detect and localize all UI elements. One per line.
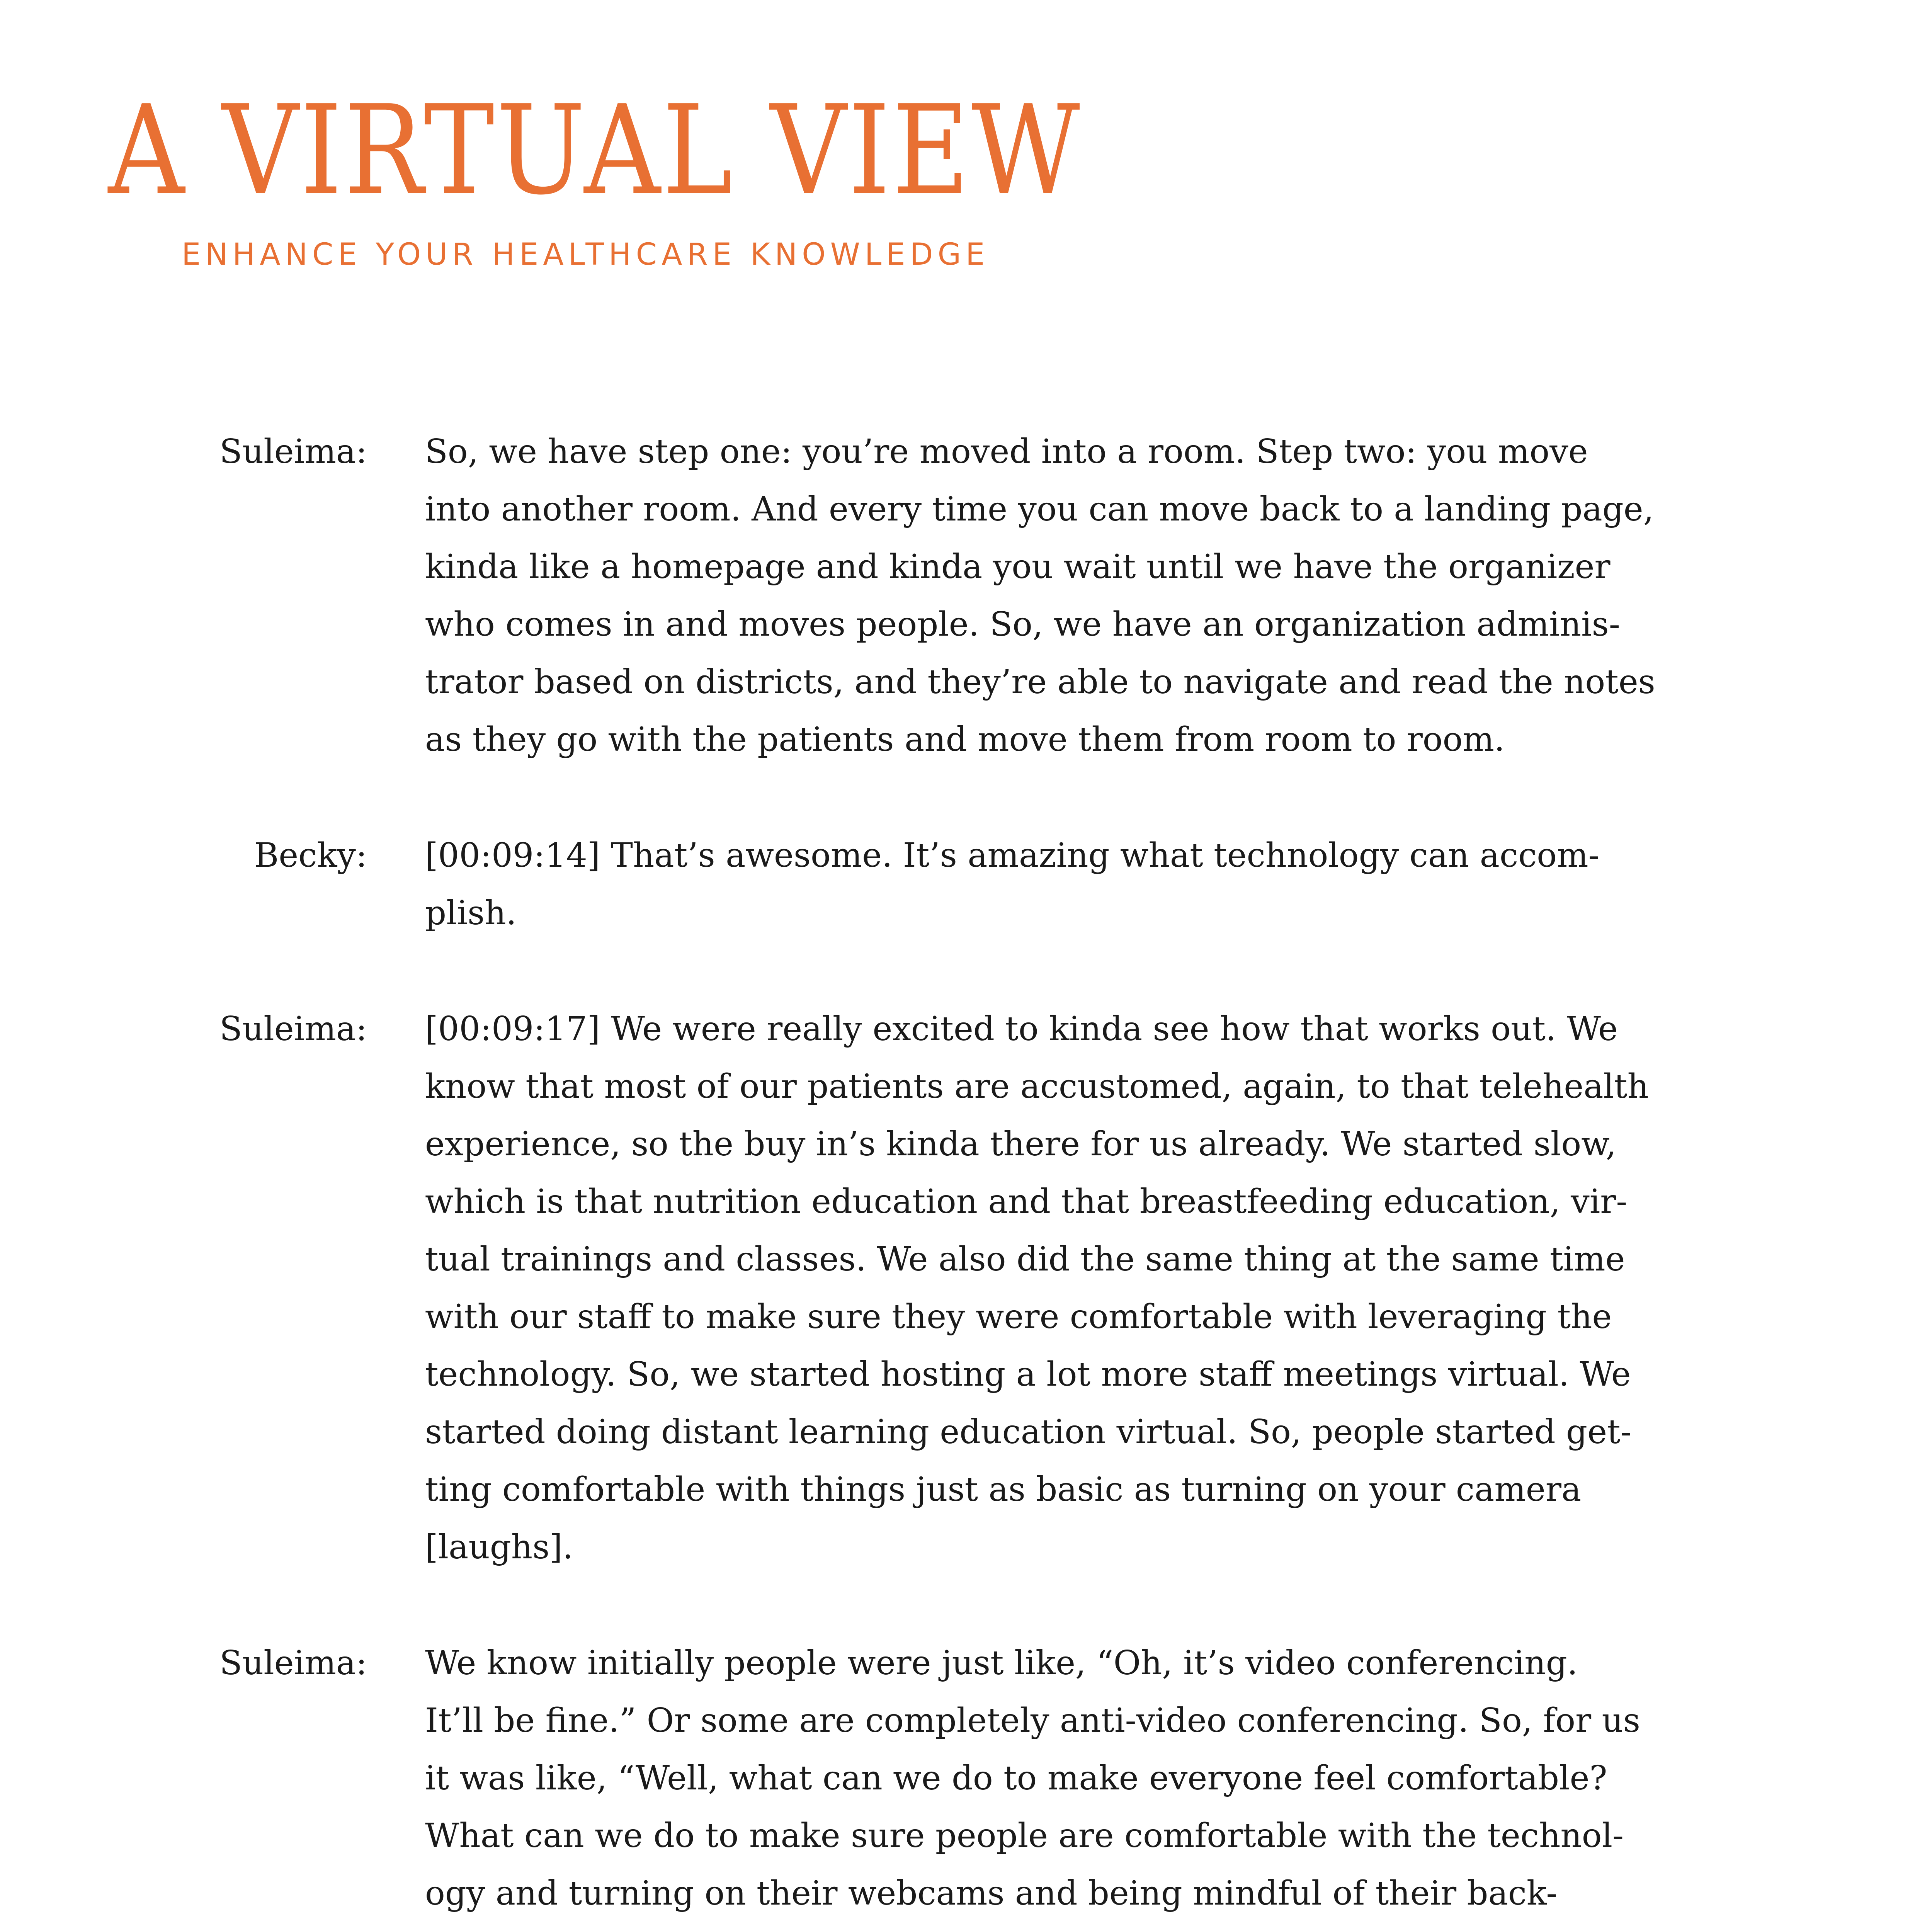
speech-line: [00:09:14] That’s awesome. It’s amazing what technology can accom- [425, 836, 1600, 875]
speech-line: which is that nutrition education and that breastfeeding education, vir- [425, 1182, 1628, 1221]
speaker-label: Suleima: [219, 432, 367, 471]
speech-line: ogy and turning on their webcams and being mindful of their back- [425, 1874, 1558, 1913]
page-subtitle: ENHANCE YOUR HEALTHCARE KNOWLEDGE [182, 237, 990, 272]
speech-line: kinda like a homepage and kinda you wait until we have the organizer [425, 548, 1611, 586]
speech-line: [00:09:17] We were really excited to kinda see how that works out. We [425, 1010, 1618, 1048]
speech-line: tual trainings and classes. We also did the same thing at the same time [425, 1240, 1625, 1279]
speech-line: What can we do to make sure people are comfortable with the technol- [425, 1816, 1624, 1855]
speech-line: experience, so the buy in’s kinda there for us already. We started slow, [425, 1125, 1616, 1163]
speech-line: with our staff to make sure they were comfortable with leveraging the [425, 1298, 1612, 1336]
speech-line: It’ll be fine.” Or some are completely anti-video conferencing. So, for us [425, 1701, 1640, 1740]
speaker-label: Suleima: [219, 1010, 367, 1048]
transcript-entry [0, 423, 1932, 769]
speech-line: as they go with the patients and move them from room to room. [425, 720, 1505, 759]
speech-line: it was like, “Well, what can we do to make everyone feel comfortable? [425, 1759, 1607, 1798]
speech-line: started doing distant learning education virtual. So, people started get- [425, 1413, 1632, 1451]
speech-line: So, we have step one: you’re moved into a room. Step two: you move [425, 432, 1588, 471]
speech-line: trator based on districts, and they’re able to navigate and read the notes [425, 663, 1655, 701]
speech-line: ting comfortable with things just as basic as turning on your camera [425, 1470, 1582, 1509]
speech-line [425, 1922, 1789, 1932]
speech-line: into another room. And every time you can move back to a landing page, [425, 490, 1654, 529]
speech-text [425, 1000, 1789, 1576]
page-title: A VIRTUAL VIEW [108, 79, 1082, 222]
speech-text [425, 827, 1789, 942]
speech-line: We know initially people were just like, “Oh, it’s video conferencing. [425, 1644, 1578, 1682]
speech-line: know that most of our patients are accustomed, again, to that telehealth [425, 1067, 1649, 1106]
transcript [0, 423, 1932, 1932]
transcript-entry [0, 827, 1932, 942]
speech-line: plish. [425, 894, 517, 932]
speaker-label: Suleima: [219, 1644, 367, 1682]
speech-text [425, 1634, 1789, 1932]
speech-line: who comes in and moves people. So, we have an organization adminis- [425, 605, 1620, 644]
speech-line: technology. So, we started hosting a lot more staff meetings virtual. We [425, 1355, 1631, 1394]
speaker-label: Becky: [254, 836, 367, 875]
speech-line: [laughs]. [425, 1528, 573, 1566]
transcript-entry [0, 1634, 1932, 1932]
speech-text [425, 423, 1789, 769]
transcript-entry [0, 1000, 1932, 1576]
